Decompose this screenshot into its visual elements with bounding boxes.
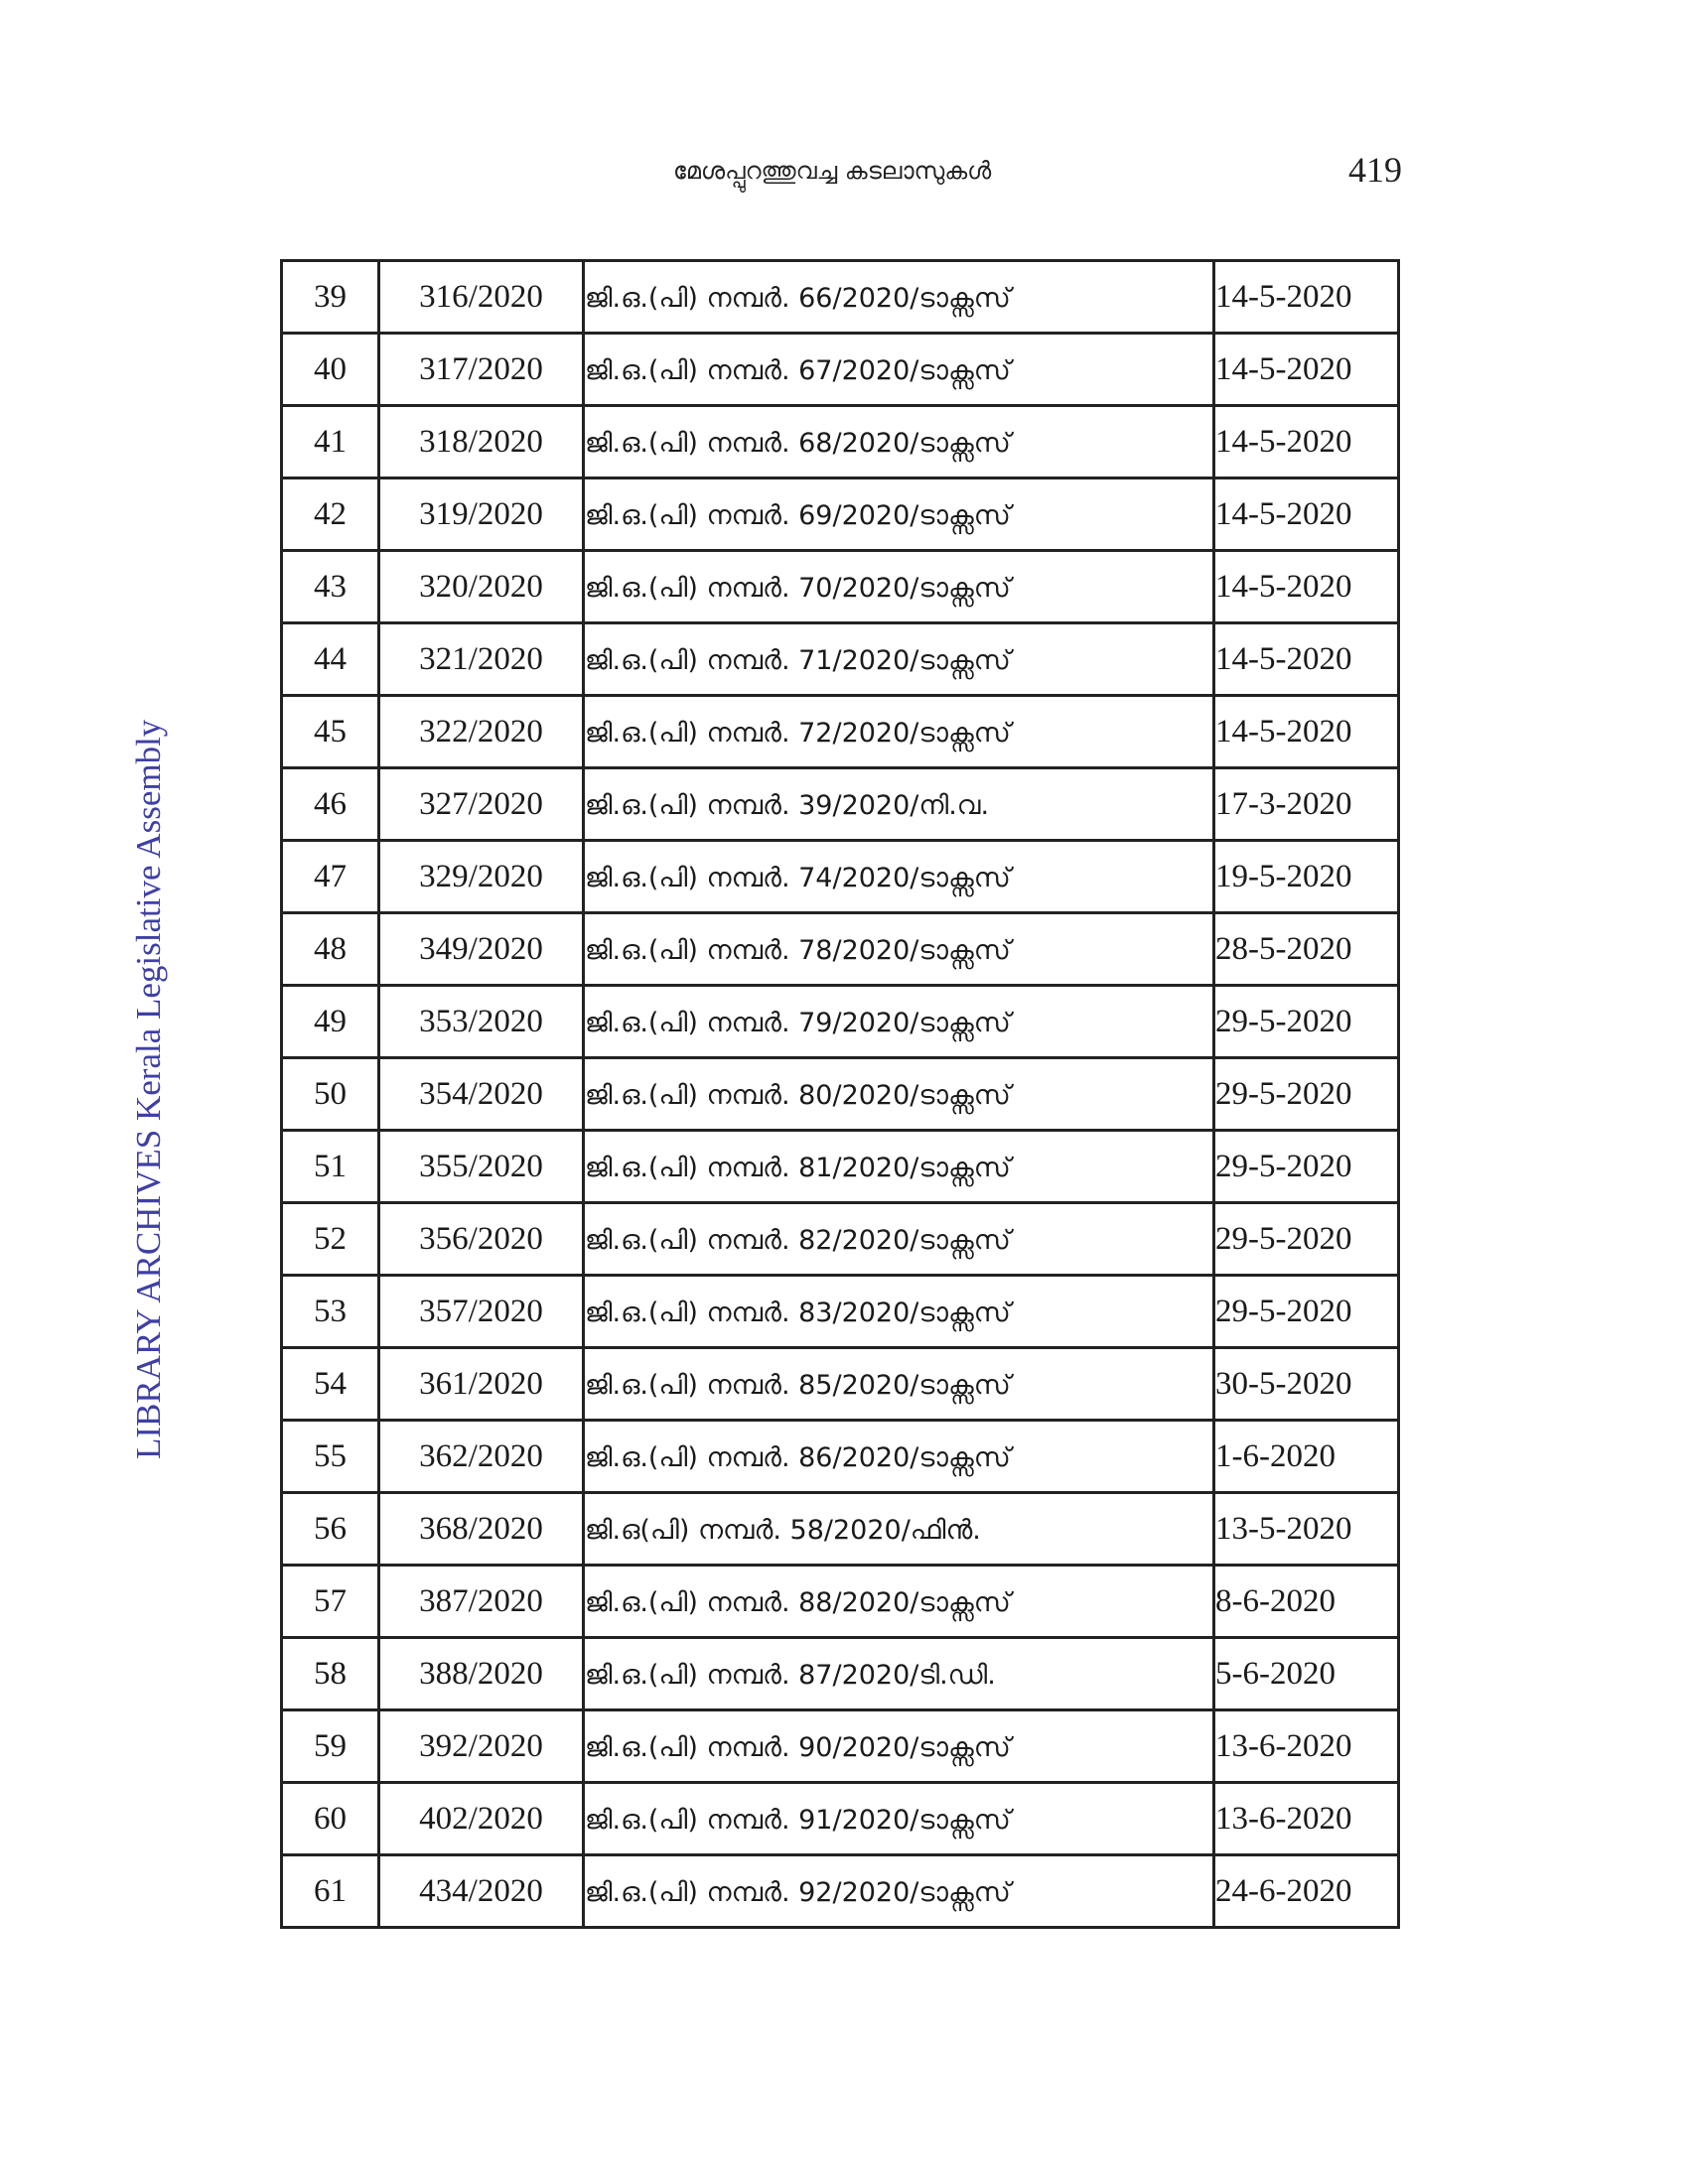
paper-number-cell xyxy=(379,1638,584,1710)
table-row xyxy=(282,261,1399,334)
paper-number-cell xyxy=(379,696,584,768)
paper-number-cell-text: 368/2020 xyxy=(419,1510,543,1547)
serial-cell xyxy=(282,1203,379,1276)
serial-cell xyxy=(282,986,379,1058)
paper-number-cell-text: 322/2020 xyxy=(419,713,543,750)
order-reference-cell-text: ജി.ഒ.(പി) നമ്പർ. 69/2020/ടാക്സസ് xyxy=(585,499,1011,531)
serial-cell-text: 60 xyxy=(314,1800,347,1837)
serial-cell xyxy=(282,478,379,551)
serial-cell xyxy=(282,1421,379,1493)
table-row xyxy=(282,1493,1399,1566)
paper-number-cell-text: 387/2020 xyxy=(419,1582,543,1619)
table-row xyxy=(282,1131,1399,1203)
paper-number-cell-text: 353/2020 xyxy=(419,1003,543,1039)
paper-number-cell xyxy=(379,1348,584,1421)
date-cell-text: 13-5-2020 xyxy=(1215,1510,1352,1547)
order-reference-cell-text: ജി.ഒ.(പി) നമ്പർ. 78/2020/ടാക്സസ് xyxy=(585,934,1011,966)
paper-number-cell-text: 316/2020 xyxy=(419,278,543,315)
paper-number-cell xyxy=(379,478,584,551)
date-cell xyxy=(1214,986,1399,1058)
order-reference-cell xyxy=(584,913,1214,986)
order-reference-cell xyxy=(584,1783,1214,1855)
table-row xyxy=(282,478,1399,551)
paper-number-cell-text: 355/2020 xyxy=(419,1148,543,1184)
date-cell xyxy=(1214,478,1399,551)
serial-cell-text: 55 xyxy=(314,1437,347,1474)
order-reference-cell-text: ജി.ഒ.(പി) നമ്പർ. 92/2020/ടാക്സസ് xyxy=(585,1876,1011,1908)
paper-number-cell xyxy=(379,406,584,478)
date-cell-text: 28-5-2020 xyxy=(1215,930,1352,967)
serial-cell-text: 49 xyxy=(314,1003,347,1039)
paper-number-cell xyxy=(379,261,584,334)
paper-number-cell xyxy=(379,334,584,406)
order-reference-cell-text: ജി.ഒ.(പി) നമ്പർ. 85/2020/ടാക്സസ് xyxy=(585,1369,1011,1401)
order-reference-cell xyxy=(584,986,1214,1058)
order-reference-cell-text: ജി.ഒ.(പി) നമ്പർ. 83/2020/ടാക്സസ് xyxy=(585,1297,1011,1328)
date-cell-text: 14-5-2020 xyxy=(1215,640,1352,677)
paper-number-cell xyxy=(379,913,584,986)
table-row xyxy=(282,768,1399,841)
serial-cell-text: 46 xyxy=(314,785,347,822)
paper-number-cell xyxy=(379,1131,584,1203)
date-cell-text: 29-5-2020 xyxy=(1215,1003,1352,1039)
date-cell xyxy=(1214,551,1399,623)
order-reference-cell xyxy=(584,551,1214,623)
serial-cell xyxy=(282,1276,379,1348)
paper-number-cell xyxy=(379,1566,584,1638)
table-row xyxy=(282,1855,1399,1928)
date-cell xyxy=(1214,768,1399,841)
order-reference-cell-text: ജി.ഒ.(പി) നമ്പർ. 79/2020/ടാക്സസ് xyxy=(585,1007,1011,1038)
date-cell xyxy=(1214,1131,1399,1203)
table-row xyxy=(282,623,1399,696)
date-cell xyxy=(1214,841,1399,913)
order-reference-cell-text: ജി.ഒ.(പി) നമ്പർ. 82/2020/ടാക്സസ് xyxy=(585,1224,1011,1256)
order-reference-cell-text: ജി.ഒ.(പി) നമ്പർ. 81/2020/ടാക്സസ് xyxy=(585,1152,1011,1183)
order-reference-cell xyxy=(584,1276,1214,1348)
date-cell-text: 24-6-2020 xyxy=(1215,1872,1352,1909)
serial-cell-text: 61 xyxy=(314,1872,347,1909)
date-cell-text: 1-6-2020 xyxy=(1215,1437,1336,1474)
paper-number-cell xyxy=(379,551,584,623)
date-cell-text: 14-5-2020 xyxy=(1215,495,1352,532)
table-row xyxy=(282,696,1399,768)
date-cell xyxy=(1214,1710,1399,1783)
date-cell xyxy=(1214,696,1399,768)
table-row xyxy=(282,1058,1399,1131)
table-row xyxy=(282,1566,1399,1638)
date-cell xyxy=(1214,1855,1399,1928)
date-cell-text: 30-5-2020 xyxy=(1215,1365,1352,1402)
paper-number-cell xyxy=(379,1855,584,1928)
date-cell xyxy=(1214,1421,1399,1493)
serial-cell-text: 47 xyxy=(314,858,347,894)
table-row xyxy=(282,1638,1399,1710)
paper-number-cell-text: 321/2020 xyxy=(419,640,543,677)
serial-cell xyxy=(282,1710,379,1783)
serial-cell-text: 57 xyxy=(314,1582,347,1619)
order-reference-cell xyxy=(584,334,1214,406)
table-row xyxy=(282,1348,1399,1421)
paper-number-cell xyxy=(379,986,584,1058)
order-reference-cell xyxy=(584,1058,1214,1131)
serial-cell xyxy=(282,1783,379,1855)
order-reference-cell-text: ജി.ഒ.(പി) നമ്പർ. 90/2020/ടാക്സസ് xyxy=(585,1731,1011,1763)
order-reference-cell-text: ജി.ഒ.(പി) നമ്പർ. 71/2020/ടാക്സസ് xyxy=(585,644,1011,676)
date-cell-text: 14-5-2020 xyxy=(1215,713,1352,750)
date-cell-text: 29-5-2020 xyxy=(1215,1075,1352,1112)
serial-cell xyxy=(282,1131,379,1203)
paper-number-cell-text: 388/2020 xyxy=(419,1655,543,1692)
date-cell-text: 14-5-2020 xyxy=(1215,568,1352,605)
date-cell-text: 29-5-2020 xyxy=(1215,1148,1352,1184)
date-cell-text: 14-5-2020 xyxy=(1215,278,1352,315)
date-cell xyxy=(1214,261,1399,334)
order-reference-cell xyxy=(584,1348,1214,1421)
table-row xyxy=(282,406,1399,478)
date-cell-text: 8-6-2020 xyxy=(1215,1582,1336,1619)
date-cell xyxy=(1214,1276,1399,1348)
serial-cell xyxy=(282,1566,379,1638)
paper-number-cell-text: 354/2020 xyxy=(419,1075,543,1112)
date-cell xyxy=(1214,1348,1399,1421)
serial-cell-text: 42 xyxy=(314,495,347,532)
date-cell-text: 13-6-2020 xyxy=(1215,1727,1352,1764)
table-row xyxy=(282,1783,1399,1855)
paper-number-cell-text: 434/2020 xyxy=(419,1872,543,1909)
order-reference-cell-text: ജി.ഒ.(പി) നമ്പർ. 70/2020/ടാക്സസ് xyxy=(585,572,1011,604)
order-reference-cell-text: ജി.ഒ.(പി) നമ്പർ. 80/2020/ടാക്സസ് xyxy=(585,1079,1011,1111)
date-cell-text: 5-6-2020 xyxy=(1215,1655,1336,1692)
paper-number-cell-text: 356/2020 xyxy=(419,1220,543,1257)
date-cell xyxy=(1214,1638,1399,1710)
order-reference-cell xyxy=(584,1566,1214,1638)
date-cell-text: 29-5-2020 xyxy=(1215,1293,1352,1329)
serial-cell xyxy=(282,261,379,334)
order-reference-cell-text: ജി.ഒ.(പി) നമ്പർ. 88/2020/ടാക്സസ് xyxy=(585,1586,1011,1618)
paper-number-cell-text: 318/2020 xyxy=(419,423,543,460)
paper-number-cell xyxy=(379,1276,584,1348)
running-head xyxy=(0,150,1688,197)
paper-number-cell xyxy=(379,1421,584,1493)
serial-cell-text: 45 xyxy=(314,713,347,750)
paper-number-cell-text: 349/2020 xyxy=(419,930,543,967)
date-cell xyxy=(1214,334,1399,406)
paper-number-cell-text: 317/2020 xyxy=(419,350,543,387)
paper-number-cell-text: 392/2020 xyxy=(419,1727,543,1764)
order-reference-cell xyxy=(584,1131,1214,1203)
serial-cell-text: 56 xyxy=(314,1510,347,1547)
paper-number-cell-text: 362/2020 xyxy=(419,1437,543,1474)
page-number: 419 xyxy=(1348,150,1402,190)
serial-cell-text: 44 xyxy=(314,640,347,677)
serial-cell-text: 50 xyxy=(314,1075,347,1112)
serial-cell xyxy=(282,841,379,913)
order-reference-cell xyxy=(584,1638,1214,1710)
table-row xyxy=(282,841,1399,913)
order-reference-cell xyxy=(584,1493,1214,1566)
order-reference-cell-text: ജി.ഒ.(പി) നമ്പർ. 87/2020/ടി.ഡി. xyxy=(585,1659,996,1691)
order-reference-cell-text: ജി.ഒ.(പി) നമ്പർ. 91/2020/ടാക്സസ് xyxy=(585,1804,1011,1836)
order-reference-cell-text: ജി.ഒ(പി) നമ്പർ. 58/2020/ഫിൻ. xyxy=(585,1514,981,1546)
order-reference-cell xyxy=(584,1855,1214,1928)
order-reference-cell xyxy=(584,768,1214,841)
paper-number-cell-text: 319/2020 xyxy=(419,495,543,532)
paper-number-cell-text: 402/2020 xyxy=(419,1800,543,1837)
date-cell xyxy=(1214,1493,1399,1566)
order-reference-cell xyxy=(584,406,1214,478)
running-title: മേശപ്പുറത്തുവച്ച കടലാസുകൾ xyxy=(673,157,992,185)
table-row xyxy=(282,1710,1399,1783)
serial-cell-text: 51 xyxy=(314,1148,347,1184)
date-cell xyxy=(1214,1783,1399,1855)
order-reference-cell xyxy=(584,623,1214,696)
serial-cell xyxy=(282,696,379,768)
serial-cell-text: 52 xyxy=(314,1220,347,1257)
date-cell xyxy=(1214,1203,1399,1276)
serial-cell-text: 48 xyxy=(314,930,347,967)
paper-number-cell-text: 327/2020 xyxy=(419,785,543,822)
paper-number-cell-text: 361/2020 xyxy=(419,1365,543,1402)
order-reference-cell xyxy=(584,841,1214,913)
papers-table-body xyxy=(282,261,1399,1928)
date-cell-text: 17-3-2020 xyxy=(1215,785,1352,822)
serial-cell xyxy=(282,1855,379,1928)
order-reference-cell xyxy=(584,478,1214,551)
table-row xyxy=(282,1276,1399,1348)
paper-number-cell xyxy=(379,1203,584,1276)
serial-cell xyxy=(282,551,379,623)
date-cell xyxy=(1214,623,1399,696)
date-cell-text: 19-5-2020 xyxy=(1215,858,1352,894)
order-reference-cell-text: ജി.ഒ.(പി) നമ്പർ. 67/2020/ടാക്സസ് xyxy=(585,354,1011,386)
date-cell-text: 29-5-2020 xyxy=(1215,1220,1352,1257)
paper-number-cell xyxy=(379,1710,584,1783)
order-reference-cell xyxy=(584,696,1214,768)
serial-cell xyxy=(282,1348,379,1421)
table-row xyxy=(282,986,1399,1058)
order-reference-cell xyxy=(584,1710,1214,1783)
serial-cell xyxy=(282,406,379,478)
paper-number-cell-text: 357/2020 xyxy=(419,1293,543,1329)
serial-cell xyxy=(282,1493,379,1566)
paper-number-cell xyxy=(379,1783,584,1855)
serial-cell xyxy=(282,1638,379,1710)
order-reference-cell-text: ജി.ഒ.(പി) നമ്പർ. 72/2020/ടാക്സസ് xyxy=(585,717,1011,749)
table-row xyxy=(282,1203,1399,1276)
date-cell xyxy=(1214,913,1399,986)
paper-number-cell xyxy=(379,623,584,696)
serial-cell-text: 41 xyxy=(314,423,347,460)
papers-table xyxy=(280,259,1400,1929)
table-row xyxy=(282,913,1399,986)
order-reference-cell xyxy=(584,1203,1214,1276)
paper-number-cell xyxy=(379,1493,584,1566)
date-cell-text: 13-6-2020 xyxy=(1215,1800,1352,1837)
serial-cell-text: 39 xyxy=(314,278,347,315)
date-cell-text: 14-5-2020 xyxy=(1215,423,1352,460)
date-cell-text: 14-5-2020 xyxy=(1215,350,1352,387)
paper-number-cell xyxy=(379,768,584,841)
serial-cell-text: 40 xyxy=(314,350,347,387)
date-cell xyxy=(1214,1058,1399,1131)
order-reference-cell-text: ജി.ഒ.(പി) നമ്പർ. 39/2020/നി.വ. xyxy=(585,789,990,821)
serial-cell xyxy=(282,623,379,696)
table-row xyxy=(282,1421,1399,1493)
date-cell xyxy=(1214,1566,1399,1638)
serial-cell xyxy=(282,334,379,406)
serial-cell-text: 59 xyxy=(314,1727,347,1764)
order-reference-cell xyxy=(584,261,1214,334)
archive-watermark: LIBRARY ARCHIVES Kerala Legislative Assembly xyxy=(129,719,168,1459)
serial-cell xyxy=(282,768,379,841)
table-row xyxy=(282,551,1399,623)
paper-number-cell-text: 329/2020 xyxy=(419,858,543,894)
serial-cell-text: 53 xyxy=(314,1293,347,1329)
serial-cell-text: 43 xyxy=(314,568,347,605)
paper-number-cell-text: 320/2020 xyxy=(419,568,543,605)
serial-cell-text: 54 xyxy=(314,1365,347,1402)
order-reference-cell-text: ജി.ഒ.(പി) നമ്പർ. 74/2020/ടാക്സസ് xyxy=(585,862,1011,893)
paper-number-cell xyxy=(379,1058,584,1131)
table-row xyxy=(282,334,1399,406)
order-reference-cell xyxy=(584,1421,1214,1493)
serial-cell xyxy=(282,913,379,986)
serial-cell xyxy=(282,1058,379,1131)
serial-cell-text: 58 xyxy=(314,1655,347,1692)
order-reference-cell-text: ജി.ഒ.(പി) നമ്പർ. 86/2020/ടാക്സസ് xyxy=(585,1441,1011,1473)
date-cell xyxy=(1214,406,1399,478)
paper-number-cell xyxy=(379,841,584,913)
order-reference-cell-text: ജി.ഒ.(പി) നമ്പർ. 66/2020/ടാക്സസ് xyxy=(585,282,1011,314)
order-reference-cell-text: ജി.ഒ.(പി) നമ്പർ. 68/2020/ടാക്സസ് xyxy=(585,427,1011,459)
